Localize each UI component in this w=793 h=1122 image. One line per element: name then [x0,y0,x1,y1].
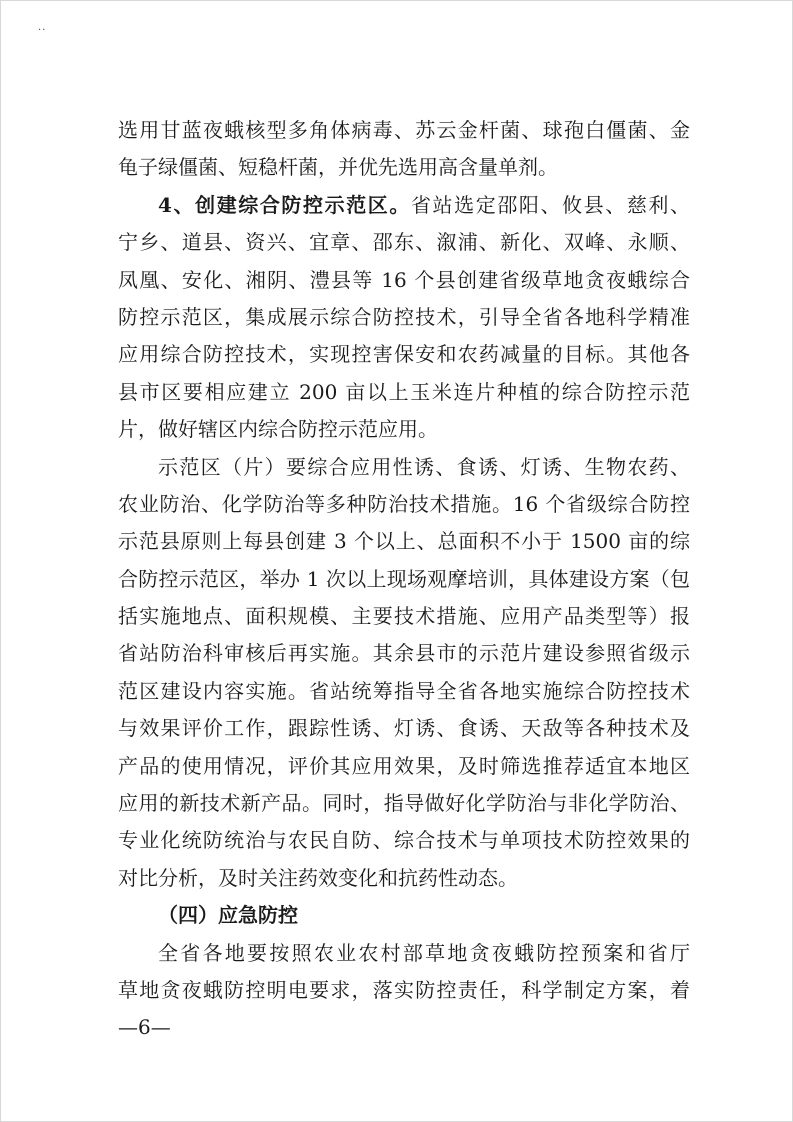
corner-mark: .. [38,22,47,33]
text-line: 片，做好辖区内综合防控示范应用。 [118,417,438,442]
page-number: —6— [118,1015,171,1039]
text-line: 专业化统防统治与农民自防、综合技术与单项技术防控效果的 [118,828,690,853]
section-heading: （四）应急防控 [158,903,298,928]
text-line: 草地贪夜蛾防控明电要求，落实防控责任，科学制定方案，着 [118,977,690,1002]
text-line: 括实施地点、面积规模、主要技术措施、应用产品类型等）报 [118,604,690,629]
text-line: 示范县原则上每县创建 3 个以上、总面积不小于 1500 亩的综 [118,529,690,554]
text-line: 产品的使用情况，评价其应用效果，及时筛选推荐适宜本地区 [118,753,690,778]
text-line: 合防控示范区，举办 1 次以上现场观摩培训，具体建设方案（包 [118,566,690,591]
text-line: 选用甘蓝夜蛾核型多角体病毒、苏云金杆菌、球孢白僵菌、金 [118,118,690,142]
text-line: 对比分析，及时关注药效变化和抗药性动态。 [118,865,518,890]
text-run: 省站选定邵阳、攸县、慈利、 [410,192,690,217]
text-line: 农业防治、化学防治等多种防治技术措施。16 个省级综合防控 [118,491,690,516]
text-line: 龟子绿僵菌、短稳杆菌，并优先选用高含量单剂。 [118,155,558,180]
text-line: 与效果评价工作，跟踪性诱、灯诱、食诱、天敌等各种技术及 [118,716,690,741]
document-body [118,112,690,1009]
text-line: 示范区（片）要综合应用性诱、食诱、灯诱、生物农药、 [158,454,690,479]
text-line: 防控示范区，集成展示综合防控技术，引导全省各地科学精准 [118,304,690,329]
text-line: 省站防治科审核后再实施。其余县市的示范片建设参照省级示 [118,641,690,666]
text-line: 应用综合防控技术，实现控害保安和农药减量的目标。其他各 [118,342,690,367]
text-line: 凤凰、安化、湘阴、澧县等 16 个县创建省级草地贪夜蛾综合 [118,267,690,292]
text-line: 全省各地要按照农业农村部草地贪夜蛾防控预案和省厅 [158,940,690,965]
text-line: 应用的新技术新产品。同时，指导做好化学防治与非化学防治、 [118,791,690,816]
subsection-heading: 4、创建综合防控示范区。 [158,192,411,217]
paragraph-heading-line [118,187,690,224]
text-line: 范区建设内容实施。省站统筹指导全省各地实施综合防控技术 [118,678,690,703]
text-line: 县市区要相应建立 200 亩以上玉米连片种植的综合防控示范 [118,379,690,404]
text-line: 宁乡、道县、资兴、宜章、邵东、溆浦、新化、双峰、永顺、 [118,230,690,255]
